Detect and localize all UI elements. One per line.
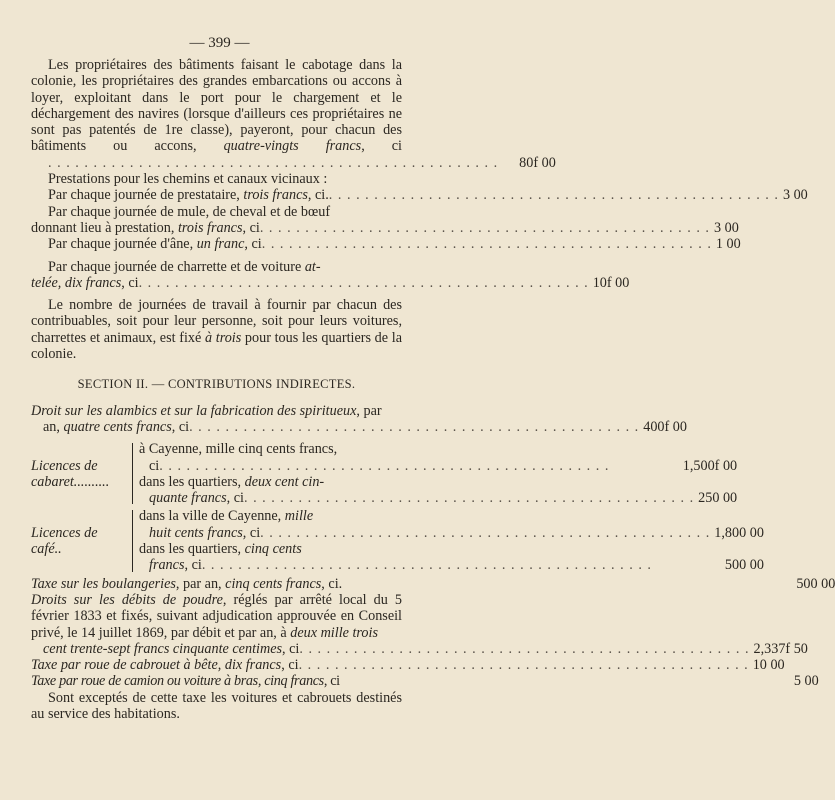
licences-cabaret-group: Licences de cabaret.......... à Cayenne, mille cinq cents francs, ci . . . 1,500f 00 dans les quartiers, deux cent cin- quante francs, ci . . . 250 00: [31, 441, 402, 506]
list-item: Taxe par roue de camion ou voiture à bras, cinq francs, ci 5 00: [31, 673, 819, 690]
list-item: Taxe par roue de cabrouet à bête, dix francs, ci . . . 10 00: [31, 657, 402, 673]
list-item: Taxe sur les boulangeries, par an, cinq cents francs, ci. 500 00: [31, 575, 835, 592]
prestations-heading: Prestations pour les chemins et canaux vicinaux :: [48, 171, 328, 188]
page-body: [31, 57, 835, 722]
brace: [129, 441, 139, 506]
licences-cafe-group: Licences de café.. dans la ville de Cayenne, mille huit cents francs, ci . . . 1,800 00 dans les quartiers, cinq cents francs, ci . . . 500 00: [31, 508, 402, 573]
alambics-item: Droit sur les alambics et sur la fabrication des spiritueux, par an, quatre cents francs, ci . . . 400f 00: [31, 403, 402, 436]
paragraph-journees: Le nombre de journées de travail à fournir par chacun des contribuables, soit pour leur personne, soit pour leurs voitures, charrettes et animaux, est fixé à trois pour tous les quartiers de la colonie.: [31, 297, 402, 363]
page-number: — 399 —: [189, 35, 250, 51]
list-item: Par chaque journée d'âne, un franc, ci . . . 1 00: [31, 236, 402, 252]
list-item: Par chaque journée de prestataire, trois francs, ci. . . . 3 00: [31, 187, 402, 203]
list-item: Par chaque journée de mule, de cheval et de bœuf donnant lieu à prestation, trois francs, ci . . . 3 00: [31, 204, 402, 237]
brace: [129, 508, 139, 573]
paragraph-cabotage: Les propriétaires des bâtiments faisant le cabotage dans la colonie, les propriétaires des grandes embarcations ou accons à loyer, exploitant dans le port pour le chargement et le déchargement des navires (lorsque d'ailleurs ces propriétaires ne sont pas patentés de 1re classe), payeront, pour chacun des bâtiments ou accons, quatre-vingts francs, ci . . . 80f 00: [31, 57, 402, 171]
section-heading: SECTION II. — CONTRIBUTIONS INDIRECTES.: [77, 377, 356, 392]
paragraph-exceptes: Sont exceptés de cette taxe les voitures et cabrouets destinés au service des habitations.: [31, 689, 402, 722]
list-item: Par chaque journée de charrette et de voiture at- telée, dix francs, ci . . . 10f 00: [31, 259, 402, 292]
poudre-item: Droits sur les débits de poudre, réglés par arrêté local du 5 février 1833 et fixés, suivant adjudication approuvée en Conseil privé, le 14 juillet 1869, par débit et par an, à deux mille trois cent trente-sept francs cinquante centimes, ci . . . 2,337f 50: [31, 592, 402, 657]
